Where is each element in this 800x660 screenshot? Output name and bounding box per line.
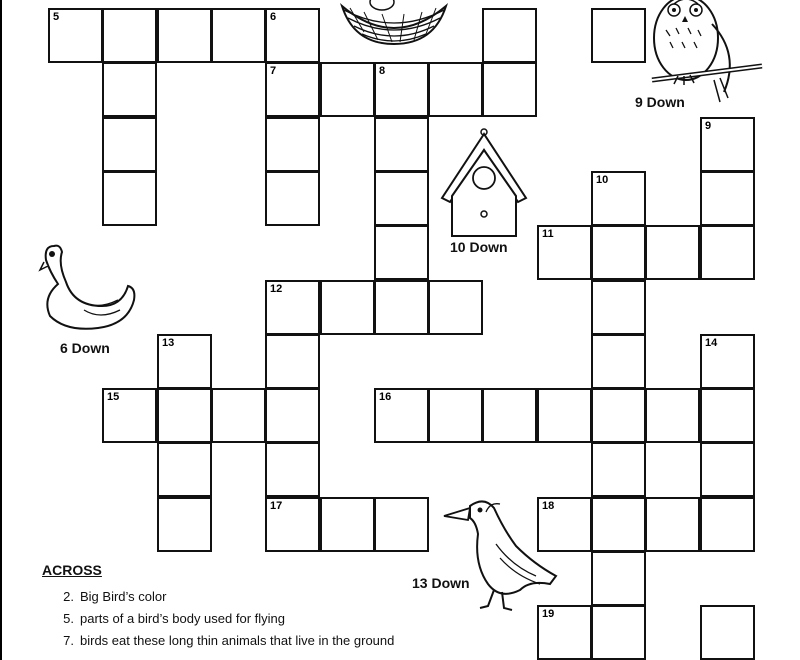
clues-heading: ACROSS — [42, 562, 102, 578]
crossword-cell[interactable] — [102, 117, 157, 172]
crossword-cell[interactable] — [591, 551, 646, 606]
crossword-cell[interactable] — [537, 225, 592, 280]
crossword-cell[interactable] — [374, 388, 429, 443]
clue-number: 19 — [542, 608, 555, 620]
clue-number: 18 — [542, 500, 555, 512]
crossword-cell[interactable] — [102, 388, 157, 443]
crossword-cell[interactable] — [591, 280, 646, 335]
crossword-cell[interactable] — [102, 8, 157, 63]
crossword-cell[interactable] — [157, 334, 212, 389]
crossword-cell[interactable] — [374, 280, 429, 335]
crossword-cell[interactable] — [482, 388, 537, 443]
clue-number: 6 — [270, 11, 277, 23]
crow-icon — [438, 494, 562, 619]
crossword-cell[interactable] — [428, 280, 483, 335]
clue-number: 17 — [270, 500, 283, 512]
crossword-cell[interactable] — [320, 280, 375, 335]
crossword-cell[interactable] — [700, 117, 755, 172]
crossword-cell[interactable] — [374, 62, 429, 117]
crossword-cell[interactable] — [374, 117, 429, 172]
clue-number: 12 — [270, 283, 283, 295]
clue-number: 5 — [53, 11, 60, 23]
clue-number: 13 — [162, 337, 175, 349]
clue-number: 16 — [379, 391, 392, 403]
crossword-cell[interactable] — [265, 388, 320, 443]
crossword-cell[interactable] — [320, 497, 375, 552]
crow-caption: 13 Down — [412, 575, 470, 591]
crossword-cell[interactable] — [265, 171, 320, 226]
crossword-cell[interactable] — [700, 334, 755, 389]
crossword-cell[interactable] — [591, 225, 646, 280]
clue-number: 9 — [705, 120, 712, 132]
crossword-cell[interactable] — [700, 442, 755, 497]
crossword-cell[interactable] — [700, 225, 755, 280]
crossword-cell[interactable] — [102, 62, 157, 117]
crossword-cell[interactable] — [700, 605, 755, 660]
crossword-cell[interactable] — [645, 497, 700, 552]
crossword-cell[interactable] — [645, 225, 700, 280]
crossword-cell[interactable] — [265, 280, 320, 335]
crossword-cell[interactable] — [591, 334, 646, 389]
crossword-cell[interactable] — [374, 171, 429, 226]
crossword-cell[interactable] — [482, 8, 537, 63]
clue-number-label: 7. — [63, 633, 74, 648]
clues-section — [42, 562, 394, 652]
crossword-cell[interactable] — [537, 388, 592, 443]
crossword-cell[interactable] — [428, 388, 483, 443]
clue-number: 8 — [379, 65, 386, 77]
clue-text: parts of a bird’s body used for flying — [80, 611, 285, 626]
nest-icon — [334, 0, 454, 53]
crossword-cell[interactable] — [320, 62, 375, 117]
crossword-cell[interactable] — [211, 8, 266, 63]
clue-number: 14 — [705, 337, 718, 349]
swan-icon — [36, 236, 140, 341]
birdhouse-caption: 10 Down — [450, 239, 508, 255]
birdhouse-icon — [438, 128, 534, 243]
crossword-cell[interactable] — [591, 171, 646, 226]
crossword-cell[interactable] — [265, 442, 320, 497]
crossword-cell[interactable] — [157, 442, 212, 497]
crossword-cell[interactable] — [591, 388, 646, 443]
crossword-cell[interactable] — [102, 171, 157, 226]
crossword-cell[interactable] — [645, 388, 700, 443]
crossword-cell[interactable] — [700, 388, 755, 443]
crossword-cell[interactable] — [482, 62, 537, 117]
crossword-cell[interactable] — [591, 497, 646, 552]
crossword-cell[interactable] — [591, 605, 646, 660]
crossword-cell[interactable] — [700, 497, 755, 552]
crossword-cell[interactable] — [428, 62, 483, 117]
owl-caption: 9 Down — [635, 94, 685, 110]
crossword-cell[interactable] — [265, 497, 320, 552]
crossword-cell[interactable] — [157, 388, 212, 443]
across-clue-list — [42, 586, 394, 652]
crossword-cell[interactable] — [591, 8, 646, 63]
clue-number-label: 5. — [63, 611, 74, 626]
clue-text: birds eat these long thin animals that live in the ground — [80, 633, 395, 648]
crossword-cell[interactable] — [48, 8, 103, 63]
crossword-cell[interactable] — [374, 225, 429, 280]
clue-number: 7 — [270, 65, 277, 77]
clue-number-label: 2. — [63, 589, 74, 604]
crossword-cell[interactable] — [591, 442, 646, 497]
clue-item — [42, 630, 394, 652]
crossword-cell[interactable] — [265, 8, 320, 63]
crossword-cell[interactable] — [374, 497, 429, 552]
crossword-cell[interactable] — [700, 171, 755, 226]
clue-item — [42, 608, 394, 630]
clue-number: 11 — [542, 228, 554, 240]
clue-number: 15 — [107, 391, 120, 403]
crossword-cell[interactable] — [265, 334, 320, 389]
crossword-cell[interactable] — [265, 62, 320, 117]
crossword-cell[interactable] — [211, 388, 266, 443]
crossword-cell[interactable] — [157, 8, 212, 63]
clue-number: 10 — [596, 174, 609, 186]
clue-item — [42, 586, 394, 608]
crossword-cell[interactable] — [157, 497, 212, 552]
crossword-cell[interactable] — [265, 117, 320, 172]
swan-caption: 6 Down — [60, 340, 110, 356]
clue-text: Big Bird’s color — [80, 589, 167, 604]
